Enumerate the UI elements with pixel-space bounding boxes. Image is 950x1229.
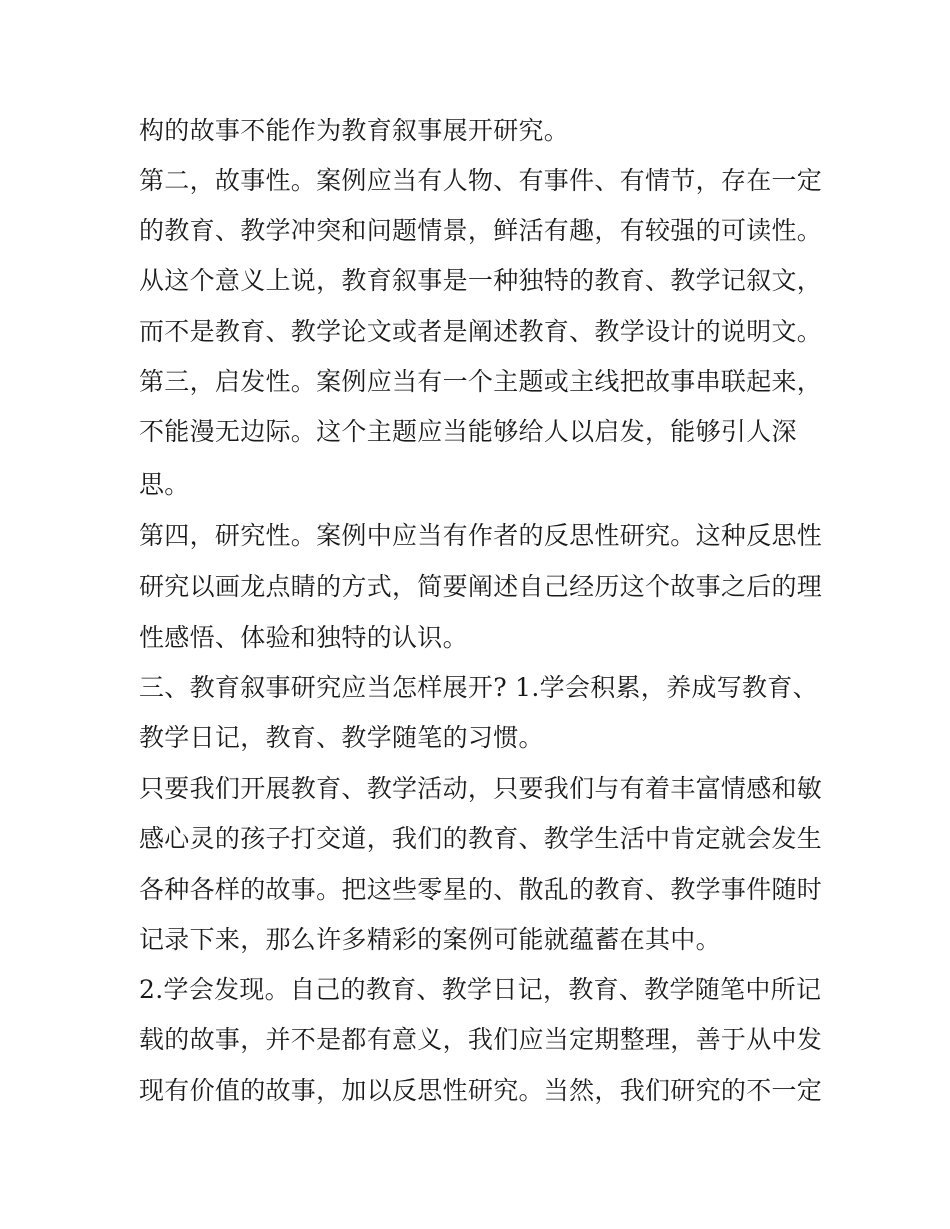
- text-line: 性感悟、体验和独特的认识。: [139, 623, 468, 652]
- text-line: 记录下来，那么许多精彩的案例可能就蕴蓄在其中。: [139, 925, 721, 954]
- text-line: 现有价值的故事，加以反思性研究。当然，我们研究的不一定: [139, 1076, 823, 1105]
- text-line: 的教育、教学冲突和问题情景，鲜活有趣，有较强的可读性。: [139, 216, 823, 245]
- text-line: 第二，故事性。案例应当有人物、有事件、有情节，存在一定: [139, 166, 823, 195]
- text-line: 研究以画龙点睛的方式，简要阐述自己经历这个故事之后的理: [139, 572, 823, 601]
- text-line: 三、教育叙事研究应当怎样展开? 1.学会积累，养成写教育、: [139, 673, 818, 702]
- text-line: 从这个意义上说，教育叙事是一种独特的教育、教学记叙文，: [139, 266, 823, 295]
- text-line: 感心灵的孩子打交道，我们的教育、教学生活中肯定就会发生: [139, 824, 823, 853]
- text-line: 2.学会发现。自己的教育、教学日记，教育、教学随笔中所记: [139, 975, 822, 1004]
- text-line: 第三，启发性。案例应当有一个主题或主线把故事串联起来，: [139, 367, 823, 396]
- text-line: 各种各样的故事。把这些零星的、散乱的教育、教学事件随时: [139, 875, 823, 904]
- text-line: 第四，研究性。案例中应当有作者的反思性研究。这种反思性: [139, 521, 823, 550]
- text-line: 不能漫无边际。这个主题应当能够给人以启发，能够引人深: [139, 417, 797, 446]
- text-line: 而不是教育、教学论文或者是阐述教育、教学设计的说明文。: [139, 317, 823, 346]
- text-line: 思。: [139, 470, 190, 499]
- text-line: 教学日记，教育、教学随笔的习惯。: [139, 723, 544, 752]
- text-line: 构的故事不能作为教育叙事展开研究。: [139, 116, 570, 145]
- text-line: 只要我们开展教育、教学活动，只要我们与有着丰富情感和敏: [139, 774, 823, 803]
- text-line: 载的故事，并不是都有意义，我们应当定期整理，善于从中发: [139, 1025, 823, 1054]
